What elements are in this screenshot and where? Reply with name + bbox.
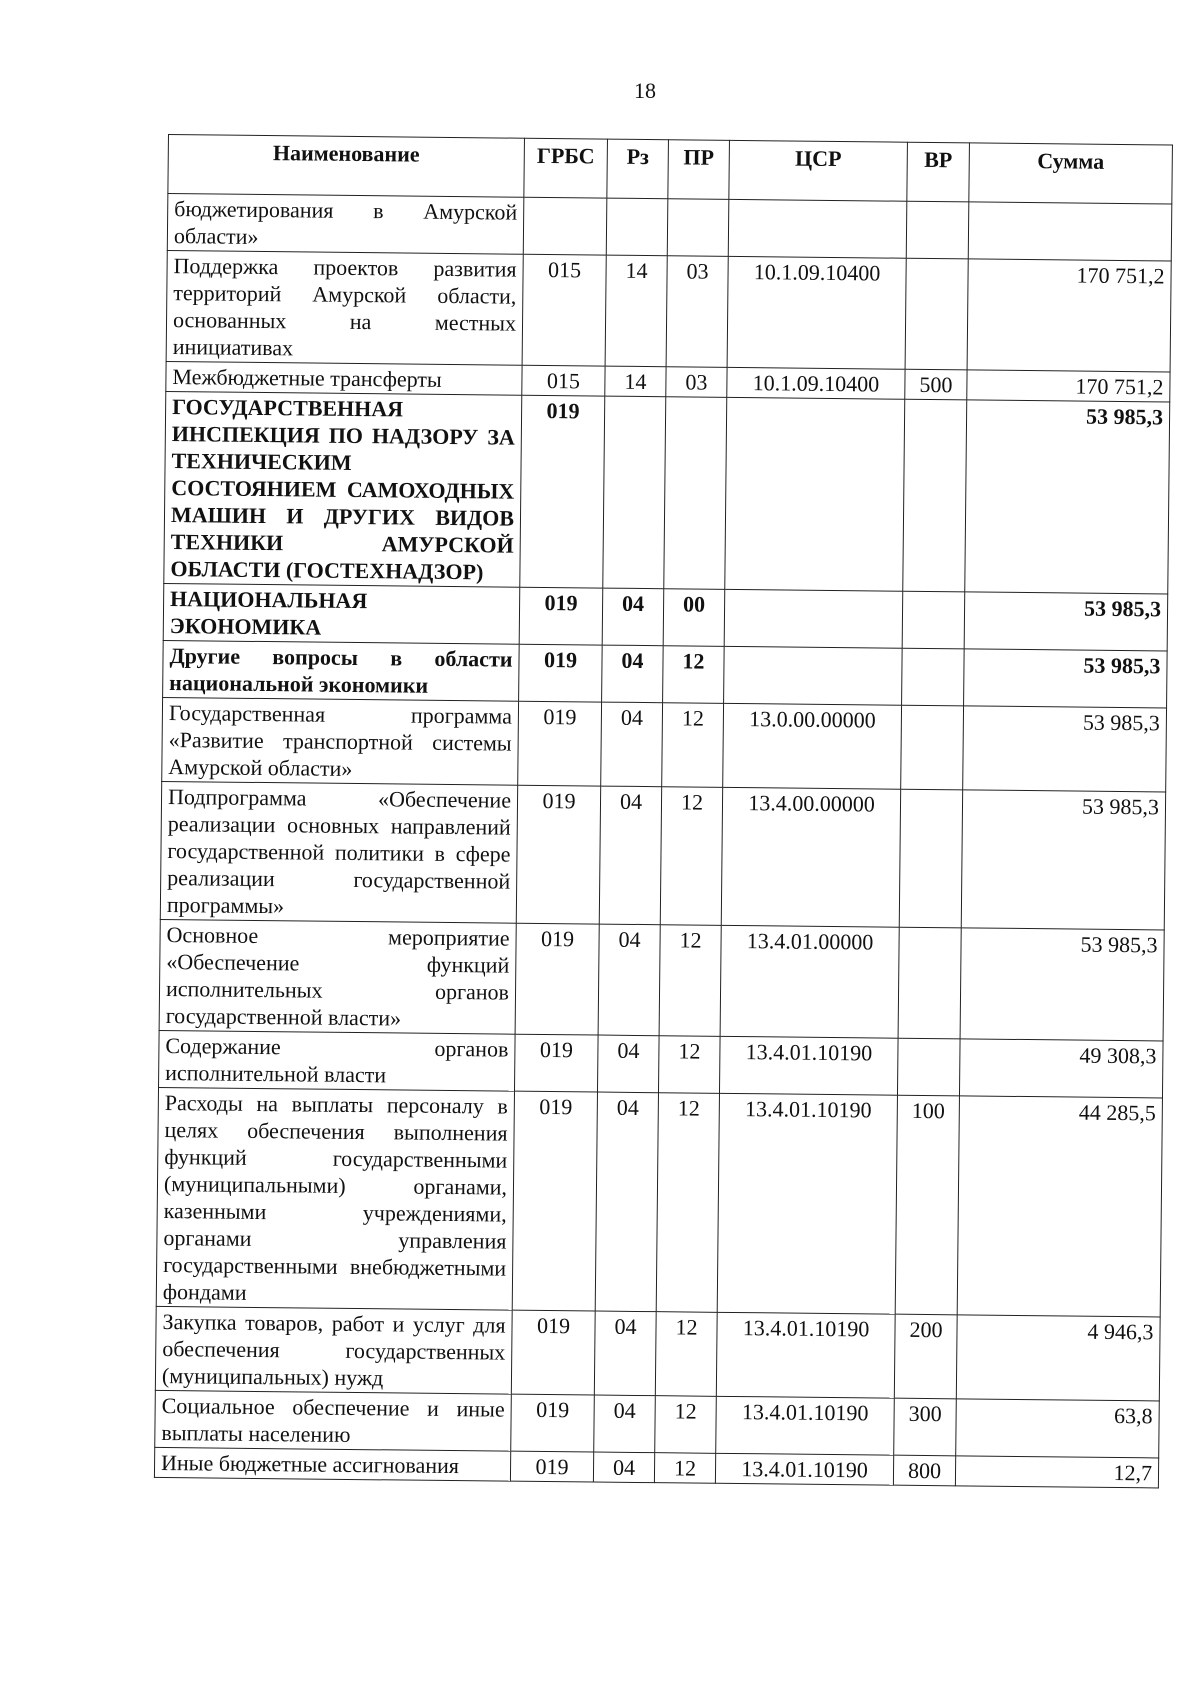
row-name: Другие вопросы в области национальной экономики [163,640,520,701]
header-csr: ЦСР [729,140,908,201]
row-name: Основное мероприятие «Обеспечение функций исполнительных органов государственной власти» [159,919,516,1034]
row-vr: 100 [895,1095,959,1315]
row-pr [667,199,729,257]
row-rz [603,396,666,589]
row-grbs: 019 [516,785,600,924]
row-grbs: 019 [515,923,599,1035]
row-csr: 13.4.01.10190 [719,1036,898,1095]
row-sum: 4 946,3 [956,1315,1160,1401]
table-row [167,194,1172,262]
row-rz: 04 [602,645,664,703]
row-pr: 03 [666,256,728,368]
table-row [156,1087,1162,1317]
header-grbs: ГРБС [524,138,608,198]
row-csr [728,199,907,258]
row-name: Иные бюджетные ассигнования [154,1447,510,1481]
header-name: Наименование [168,135,525,198]
row-vr: 300 [894,1398,957,1456]
row-pr: 12 [663,646,725,704]
table-row [159,919,1164,1041]
row-rz [606,198,668,256]
table-row [155,1306,1160,1401]
table-row [163,583,1168,651]
budget-table [154,134,1173,1488]
row-vr [905,258,968,370]
row-rz: 04 [594,1311,656,1396]
row-grbs [523,197,607,255]
table-row [163,640,1168,708]
table-row [160,781,1165,930]
row-vr [902,648,965,706]
row-vr [899,789,962,928]
row-rz: 04 [601,702,663,787]
table-row [155,1390,1160,1458]
row-name: бюджетирования в Амурской области» [167,194,524,255]
row-rz: 14 [605,366,666,397]
row-csr: 13.4.00.00000 [721,787,900,927]
row-pr: 12 [655,1312,717,1397]
row-name: Социальное обеспечение и иные выплаты населению [155,1390,512,1451]
row-vr [897,1038,960,1096]
row-rz: 04 [593,1452,654,1483]
row-sum: 63,8 [956,1399,1160,1458]
row-vr: 500 [905,369,967,400]
row-csr: 13.0.00.00000 [723,703,902,789]
page-number: 18 [634,78,656,103]
row-pr: 12 [658,1036,720,1094]
table-row [166,250,1171,372]
row-csr: 13.4.01.00000 [720,925,899,1038]
row-sum: 12,7 [955,1456,1158,1488]
row-rz: 04 [599,786,661,925]
row-name: Расходы на выплаты персоналу в целях обеспечения выполнения функций государственными (муниципальными) органами, казенными учреждениями, органами управления государственными внебюджетными фондами [156,1087,514,1310]
row-csr [724,589,903,648]
row-rz: 04 [595,1092,658,1312]
row-name: Содержание органов исполнительной власти [159,1030,516,1091]
row-csr [725,397,905,591]
row-grbs: 015 [522,254,606,366]
row-sum: 53 985,3 [964,592,1168,651]
row-pr: 12 [662,703,724,788]
row-sum: 170 751,2 [967,259,1171,372]
row-csr: 10.1.09.10400 [727,256,906,369]
row-sum: 53 985,3 [963,706,1167,792]
row-rz: 04 [602,588,664,646]
row-pr: 12 [660,787,722,926]
row-grbs: 019 [511,1310,595,1395]
row-name: Государственная программа «Развитие транспортной системы Амурской области» [162,697,519,785]
row-name: Поддержка проектов развития территорий Амурской области, основанных на местных инициативах [166,250,523,365]
row-grbs: 019 [512,1091,597,1311]
row-vr [906,201,969,259]
row-csr: 13.4.01.10190 [716,1312,895,1398]
row-name: ГОСУДАРСТВЕННАЯ ИНСПЕКЦИЯ ПО НАДЗОРУ ЗА ТЕХНИЧЕСКИМ СОСТОЯНИЕМ САМОХОДНЫХ МАШИН И ДРУГИХ ВИДОВ ТЕХНИКИ АМУРСКОЙ ОБЛАСТИ (ГОСТЕХНАДЗОР) [164,391,522,587]
row-sum: 44 285,5 [957,1096,1162,1317]
row-sum: 170 751,2 [967,370,1170,402]
row-grbs: 019 [519,644,603,702]
table-row [164,391,1170,594]
row-pr: 03 [666,367,727,398]
header-pr: ПР [668,140,730,200]
row-sum: 53 985,3 [961,790,1165,930]
row-name: Подпрограмма «Обеспечение реализации основных направлений государственной политики в сфере реализации государственной программы» [160,781,517,923]
row-rz: 04 [594,1395,656,1453]
row-pr: 12 [659,925,721,1037]
row-sum: 53 985,3 [964,649,1168,708]
header-vr: ВР [907,142,970,202]
row-vr [898,927,961,1039]
row-pr: 00 [663,589,725,647]
row-grbs: 019 [514,1034,598,1092]
row-grbs: 019 [511,1394,595,1452]
table-header-row [168,135,1173,205]
row-vr: 800 [893,1455,955,1486]
row-vr: 200 [894,1314,957,1399]
row-grbs: 019 [518,701,602,786]
row-grbs: 019 [520,395,605,588]
row-sum: 53 985,3 [965,400,1170,594]
row-rz: 04 [598,924,660,1036]
row-vr [903,399,967,592]
row-csr: 13.4.01.10190 [717,1093,897,1314]
row-name: Закупка товаров, работ и услуг для обеспечения государственных (муниципальных) нужд [155,1306,512,1394]
row-grbs: 019 [519,587,603,645]
row-sum: 49 308,3 [959,1039,1163,1098]
header-rz: Рз [607,139,669,199]
header-sum: Сумма [969,143,1173,204]
row-sum: 53 985,3 [960,928,1164,1041]
row-name: НАЦИОНАЛЬНАЯ ЭКОНОМИКА [163,583,520,644]
row-pr: 12 [655,1396,717,1454]
row-sum [968,202,1172,261]
row-pr: 12 [656,1093,719,1313]
row-rz: 04 [597,1035,659,1093]
row-pr: 12 [654,1453,715,1484]
row-name: Межбюджетные трансферты [166,361,522,395]
row-vr [901,705,964,790]
row-rz: 14 [605,255,667,367]
row-grbs: 015 [522,365,605,396]
row-csr: 10.1.09.10400 [727,367,905,399]
table-row [159,1030,1164,1098]
row-csr: 13.4.01.10190 [715,1453,893,1485]
row-csr [724,646,903,705]
row-vr [902,591,965,649]
row-pr [664,397,727,590]
row-grbs: 019 [510,1451,593,1482]
row-csr: 13.4.01.10190 [716,1396,895,1455]
table-row [162,697,1167,792]
